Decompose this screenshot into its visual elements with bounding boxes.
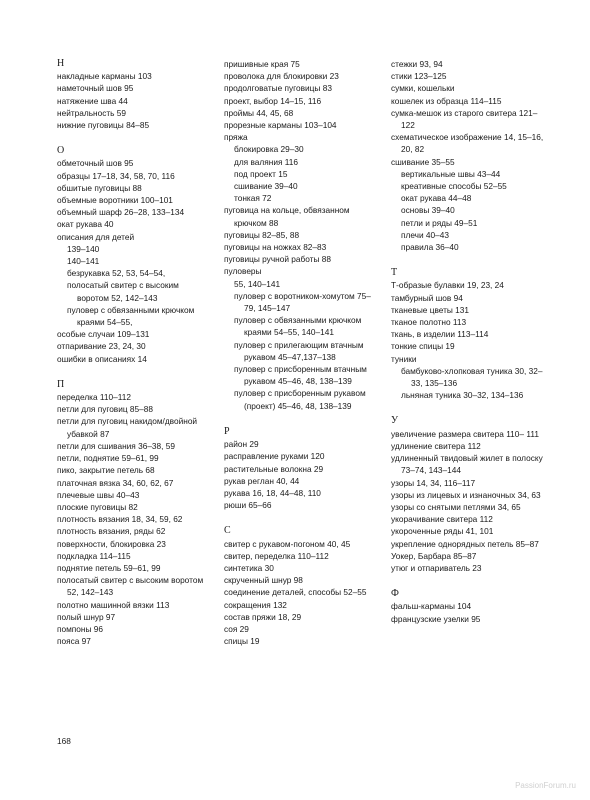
section-letter: С	[224, 525, 231, 537]
index-entry: образцы 17–18, 34, 58, 70, 116	[57, 170, 175, 181]
index-entry: петли для пуговиц 85–88	[57, 404, 153, 415]
index-entry: туники	[391, 353, 417, 364]
index-entry: объемный шарф 26–28, 133–134	[57, 207, 185, 218]
index-entry: ошибки в описаниях 14	[57, 353, 147, 364]
index-entry: рюши 65–66	[224, 500, 272, 511]
index-subentry: 55, 140–141	[234, 278, 281, 289]
index-entry: узоры 14, 34, 116–117	[391, 477, 476, 488]
index-subentry: пуловер с прилегающим втачным рукавом 45–47,137–138	[234, 339, 364, 362]
index-entry: платочная вязка 34, 60, 62, 67	[57, 477, 174, 488]
index-entry: проймы 44, 45, 68	[224, 107, 294, 118]
index-entry: стики 123–125	[391, 71, 447, 82]
index-entry: район 29	[224, 439, 259, 450]
index-entry: укорачивание свитера 112	[391, 514, 493, 525]
index-entry: нейтральность 59	[57, 107, 127, 118]
index-subentry: вертикальные швы 43–44	[401, 168, 501, 179]
index-subentry: петли и ряды 49–51	[401, 217, 478, 228]
index-entry: поднятие петель 59–61, 99	[57, 562, 161, 573]
index-entry: расправление руками 120	[224, 451, 325, 462]
index-entry: плоские пуговицы 82	[57, 501, 138, 512]
index-entry: схематическое изображение 14, 15–16, 20, 82	[391, 132, 544, 155]
section-gap	[57, 131, 207, 145]
index-subentry: пуловер с обвязанными крючком краями 54–55, 140–141	[234, 315, 362, 338]
index-entry: французские узелки 95	[391, 613, 481, 624]
index-entry: свитер, переделка 110–112	[224, 550, 329, 561]
index-subentry: льняная туника 30–32, 134–136	[401, 390, 524, 401]
index-entry: окат рукава 40	[57, 219, 114, 230]
index-entry: пряжа	[224, 132, 248, 143]
index-entry: полотно машинной вязки 113	[57, 599, 170, 610]
index-entry: свитер с рукавом-погоном 40, 45	[224, 538, 351, 549]
index-entry: пуговица на кольце, обвязанном крючком 88	[224, 205, 350, 228]
index-entry: удлинение свитера 112	[391, 440, 481, 451]
index-entry: рукава 16, 18, 44–48, 110	[224, 487, 321, 498]
index-entry: синтетика 30	[224, 562, 274, 573]
index-column-1	[57, 58, 207, 647]
section-letter: П	[57, 378, 65, 390]
index-entry: полый шнур 97	[57, 611, 116, 622]
index-entry: наметочный шов 95	[57, 83, 134, 94]
index-entry: проект, выбор 14–15, 116	[224, 95, 322, 106]
index-entry: сумки, кошельки	[391, 83, 455, 94]
section-letter: Н	[57, 58, 65, 69]
index-entry: кошелек из образца 114–115	[391, 95, 502, 106]
section-gap	[224, 412, 374, 426]
index-subentry: тонкая 72	[234, 193, 272, 204]
index-entry: утюг и отпариватель 23	[391, 562, 482, 573]
index-entry: поверхности, блокировка 23	[57, 538, 166, 549]
index-entry: укороченные ряды 41, 101	[391, 526, 494, 537]
index-entry: проволока для блокировки 23	[224, 71, 339, 82]
index-entry: пуловеры	[224, 266, 262, 277]
index-entry: объемные воротники 100–101	[57, 195, 173, 206]
index-entry: пуговицы на ножках 82–83	[224, 242, 327, 253]
index-subentry: 140–141	[67, 256, 100, 267]
index-entry: петли для сшивания 36–38, 59	[57, 440, 176, 451]
index-entry: узоры со снятыми петлями 34, 65	[391, 501, 521, 512]
index-entry: помпоны 96	[57, 623, 103, 634]
index-entry: Уокер, Барбара 85–87	[391, 550, 477, 561]
index-column-3	[391, 58, 551, 625]
index-entry: сумка-мешок из старого свитера 121– 122	[391, 107, 538, 131]
index-entry: особые случаи 109–131	[57, 329, 150, 340]
watermark: PassionForum.ru	[515, 781, 576, 790]
index-subentry: для валяния 116	[234, 156, 298, 167]
section-gap	[391, 401, 551, 415]
index-entry: рукав реглан 40, 44	[224, 475, 300, 486]
index-subentry: 139–140	[67, 243, 100, 254]
index-entry: скрученный шнур 98	[224, 575, 303, 586]
section-letter: Ф	[391, 588, 399, 600]
index-entry: накладные карманы 103	[57, 71, 152, 82]
page-number: 168	[57, 736, 71, 746]
index-entry: состав пряжи 18, 29	[224, 611, 302, 622]
index-entry: переделка 110–112	[57, 392, 131, 403]
index-entry: отпаривание 23, 24, 30	[57, 341, 146, 352]
index-entry: тамбурный шов 94	[391, 292, 463, 303]
index-entry: описания для детей	[57, 231, 135, 242]
index-subentry: пуловер с присборенным рукавом (проект) 45–46, 48, 138–139	[234, 388, 366, 411]
index-entry: петли, поднятие 59–61, 99	[57, 453, 159, 464]
index-entry: тонкие спицы 19	[391, 341, 455, 352]
section-letter: У	[391, 415, 399, 427]
index-entry: ткань, в изделии 113–114	[391, 329, 489, 340]
index-subentry: сшивание 39–40	[234, 181, 298, 192]
index-subentry: безрукавка 52, 53, 54–54,	[67, 268, 166, 279]
index-subentry: пуловер с обвязанными крючком краями 54–55,	[67, 304, 195, 328]
index-entry: пришивные края 75	[224, 59, 300, 69]
index-column-2	[224, 58, 374, 647]
index-subentry: правила 36–40	[401, 242, 459, 253]
index-subentry: пуловер с воротником-хомутом 75–79, 145–147	[234, 290, 371, 314]
index-subentry: блокировка 29–30	[234, 144, 304, 155]
index-entry: натяжение шва 44	[57, 95, 128, 106]
index-entry: спицы 19	[224, 636, 260, 647]
index-entry: соединение деталей, способы 52–55	[224, 587, 367, 598]
index-subentry: полосатый свитер с высоким воротом 52, 142–143	[67, 280, 179, 303]
index-entry: пуговицы 82–85, 88	[224, 229, 300, 240]
section-gap	[224, 511, 374, 525]
index-entry: тканевые цветы 131	[391, 304, 470, 315]
index-entry: обметочный шов 95	[57, 158, 134, 169]
index-entry: соя 29	[224, 623, 249, 634]
index-entry: стежки 93, 94	[391, 59, 443, 69]
index-subentry: основы 39–40	[401, 205, 455, 216]
index-entry: пико, закрытие петель 68	[57, 465, 155, 476]
index-subentry: плечи 40–43	[401, 229, 450, 240]
index-entry: фальш-карманы 104	[391, 601, 472, 612]
index-entry: Т-образые булавки 19, 23, 24	[391, 280, 504, 291]
index-entry: петли для пуговиц накидом/двойной убавкой 87	[57, 416, 198, 439]
index-entry: укрепление однорядных петель 85–87	[391, 538, 539, 549]
section-gap	[391, 253, 551, 267]
index-subentry: бамбуково-хлопковая туника 30, 32–33, 135–136	[401, 365, 543, 389]
index-entry: продолговатые пуговицы 83	[224, 83, 332, 94]
index-entry: обшитые пуговицы 88	[57, 182, 142, 193]
section-letter: О	[57, 145, 65, 157]
section-letter: Р	[224, 425, 230, 437]
index-entry: нижние пуговицы 84–85	[57, 120, 150, 131]
index-subentry: креативные способы 52–55	[401, 181, 507, 192]
index-entry: узоры из лицевых и изнаночных 34, 63	[391, 489, 541, 500]
index-entry: пояса 97	[57, 636, 91, 647]
section-letter: Т	[391, 267, 398, 279]
index-entry: подкладка 114–115	[57, 550, 131, 561]
index-entry: увеличение размера свитера 110– 111	[391, 428, 539, 439]
index-entry: плечевые швы 40–43	[57, 489, 140, 500]
index-entry: прорезные карманы 103–104	[224, 120, 337, 131]
index-subentry: под проект 15	[234, 168, 288, 179]
section-gap	[57, 365, 207, 379]
section-gap	[391, 574, 551, 588]
index-entry: тканое полотно 113	[391, 317, 467, 328]
index-entry: сшивание 35–55	[391, 156, 455, 167]
index-subentry: окат рукава 44–48	[401, 193, 472, 204]
index-entry: полосатый свитер с высоким воротом 52, 142–143	[57, 575, 204, 598]
index-entry: сокращения 132	[224, 599, 287, 610]
index-entry: удлиненный твидовый жилет в полоску 73–74, 143–144	[391, 453, 543, 476]
index-entry: пуговицы ручной работы 88	[224, 254, 332, 265]
index-subentry: пуловер с присборенным втачным рукавом 45–46, 48, 138–139	[234, 364, 367, 387]
index-entry: плотность вязания, ряды 62	[57, 526, 166, 537]
index-entry: плотность вязания 18, 34, 59, 62	[57, 514, 183, 525]
index-entry: растительные волокна 29	[224, 463, 324, 474]
